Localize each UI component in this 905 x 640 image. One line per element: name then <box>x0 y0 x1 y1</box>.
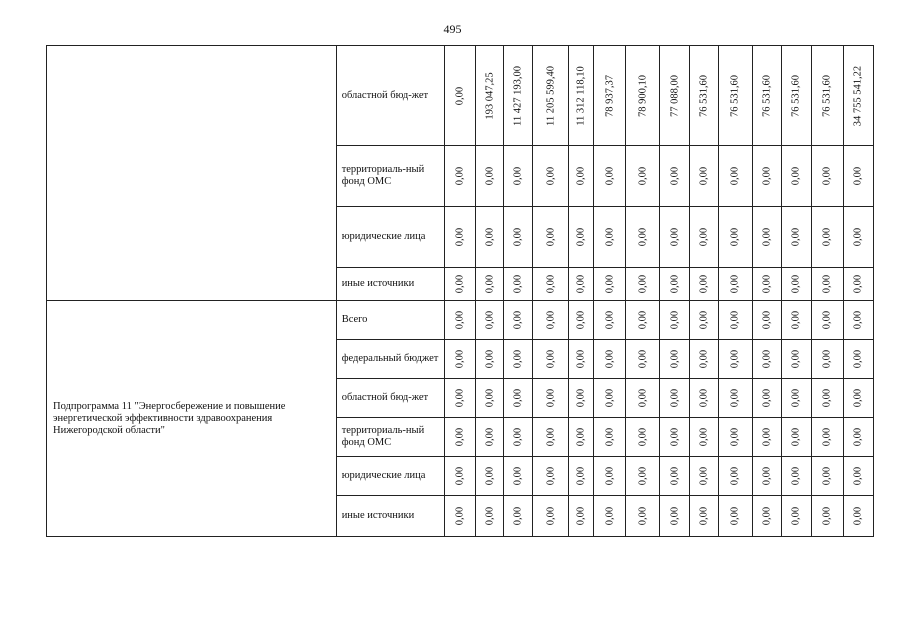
value-cell <box>476 457 504 496</box>
value-text: 0,00 <box>852 388 864 408</box>
value-text: 0,00 <box>761 166 773 186</box>
value-text: 77 088,00 <box>669 74 681 117</box>
value-cell <box>690 146 718 207</box>
value-cell <box>626 46 660 146</box>
value-cell <box>843 268 873 301</box>
value-cell <box>594 301 626 340</box>
value-cell <box>626 496 660 537</box>
value-cell <box>811 268 843 301</box>
value-text: 0,00 <box>698 388 710 408</box>
value-cell <box>752 379 781 418</box>
value-cell <box>476 496 504 537</box>
value-text: 0,00 <box>604 166 616 186</box>
value-cell <box>626 207 660 268</box>
value-cell <box>569 46 594 146</box>
value-text: 0,00 <box>484 388 496 408</box>
value-cell <box>690 340 718 379</box>
value-text: 0,00 <box>821 427 833 447</box>
value-text: 0,00 <box>512 349 524 369</box>
value-cell <box>504 301 533 340</box>
value-text: 0,00 <box>604 310 616 330</box>
value-cell <box>690 301 718 340</box>
value-cell <box>781 340 811 379</box>
value-cell <box>660 46 690 146</box>
value-text: 0,00 <box>790 274 802 294</box>
value-text: 0,00 <box>790 310 802 330</box>
value-cell <box>504 457 533 496</box>
value-text: 0,00 <box>604 388 616 408</box>
value-cell <box>533 496 569 537</box>
value-text: 76 531,60 <box>729 74 741 117</box>
value-text: 0,00 <box>575 388 587 408</box>
value-text: 11 427 193,00 <box>512 65 524 126</box>
value-cell <box>533 301 569 340</box>
value-cell <box>811 340 843 379</box>
value-cell <box>569 496 594 537</box>
value-cell <box>690 207 718 268</box>
value-text: 0,00 <box>790 427 802 447</box>
value-text: 0,00 <box>790 388 802 408</box>
value-text: 0,00 <box>454 310 466 330</box>
value-text: 0,00 <box>454 466 466 486</box>
value-cell <box>504 340 533 379</box>
value-text: 0,00 <box>729 349 741 369</box>
value-cell <box>533 340 569 379</box>
value-text: 0,00 <box>575 274 587 294</box>
value-text: 0,00 <box>852 427 864 447</box>
value-text: 0,00 <box>637 427 649 447</box>
value-cell <box>444 146 475 207</box>
value-cell <box>781 457 811 496</box>
value-text: 0,00 <box>729 427 741 447</box>
value-cell <box>476 146 504 207</box>
value-text: 0,00 <box>454 86 466 105</box>
value-cell <box>504 496 533 537</box>
value-cell <box>843 418 873 457</box>
value-cell <box>533 207 569 268</box>
value-text: 0,00 <box>821 166 833 186</box>
value-text: 0,00 <box>604 227 616 247</box>
value-text: 0,00 <box>484 427 496 447</box>
value-cell <box>811 146 843 207</box>
value-text: 193 047,25 <box>484 71 496 120</box>
value-cell <box>781 207 811 268</box>
value-text: 0,00 <box>790 466 802 486</box>
value-cell <box>781 46 811 146</box>
program-cell-empty <box>47 46 337 301</box>
value-text: 0,00 <box>545 427 557 447</box>
value-cell <box>660 268 690 301</box>
value-cell <box>843 207 873 268</box>
value-text: 0,00 <box>604 427 616 447</box>
value-cell <box>594 268 626 301</box>
value-text: 0,00 <box>545 506 557 526</box>
funding-source-cell: Всего <box>336 301 444 340</box>
value-cell <box>569 418 594 457</box>
value-text: 0,00 <box>729 310 741 330</box>
value-cell <box>752 146 781 207</box>
value-cell <box>690 457 718 496</box>
value-cell <box>690 268 718 301</box>
value-text: 0,00 <box>698 274 710 294</box>
value-text: 0,00 <box>852 466 864 486</box>
value-text: 0,00 <box>698 427 710 447</box>
value-cell <box>626 340 660 379</box>
value-text: 0,00 <box>604 506 616 526</box>
value-text: 0,00 <box>698 227 710 247</box>
value-text: 0,00 <box>637 227 649 247</box>
table-body <box>47 46 874 537</box>
value-cell <box>569 457 594 496</box>
value-cell <box>752 418 781 457</box>
value-cell <box>660 340 690 379</box>
value-cell <box>752 301 781 340</box>
value-text: 0,00 <box>545 349 557 369</box>
value-text: 0,00 <box>761 274 773 294</box>
value-text: 0,00 <box>790 166 802 186</box>
value-text: 0,00 <box>669 310 681 330</box>
value-text: 0,00 <box>761 466 773 486</box>
table-row <box>47 46 874 146</box>
value-cell <box>594 457 626 496</box>
value-cell <box>690 379 718 418</box>
value-text: 76 531,60 <box>698 74 710 117</box>
value-cell <box>843 146 873 207</box>
value-cell <box>476 418 504 457</box>
value-cell <box>811 457 843 496</box>
value-cell <box>444 207 475 268</box>
value-text: 0,00 <box>545 388 557 408</box>
value-text: 0,00 <box>669 166 681 186</box>
value-cell <box>781 301 811 340</box>
value-cell <box>476 46 504 146</box>
value-text: 76 531,60 <box>821 74 833 117</box>
value-cell <box>626 379 660 418</box>
value-text: 11 205 599,40 <box>545 65 557 126</box>
funding-source-cell: юридические лица <box>336 457 444 496</box>
value-text: 0,00 <box>484 349 496 369</box>
value-text: 0,00 <box>761 227 773 247</box>
value-text: 0,00 <box>669 227 681 247</box>
value-text: 0,00 <box>454 506 466 526</box>
value-text: 0,00 <box>729 227 741 247</box>
value-cell <box>533 268 569 301</box>
value-cell <box>533 46 569 146</box>
value-text: 0,00 <box>669 349 681 369</box>
value-cell <box>504 207 533 268</box>
value-text: 0,00 <box>761 388 773 408</box>
value-text: 0,00 <box>852 506 864 526</box>
value-cell <box>444 379 475 418</box>
value-cell <box>444 268 475 301</box>
value-cell <box>843 301 873 340</box>
value-cell <box>533 418 569 457</box>
value-cell <box>533 457 569 496</box>
value-cell <box>781 418 811 457</box>
value-cell <box>504 46 533 146</box>
value-text: 0,00 <box>575 310 587 330</box>
value-text: 0,00 <box>575 427 587 447</box>
value-cell <box>660 379 690 418</box>
value-cell <box>533 146 569 207</box>
value-text: 0,00 <box>669 388 681 408</box>
value-text: 0,00 <box>729 388 741 408</box>
value-cell <box>594 379 626 418</box>
value-cell <box>718 379 752 418</box>
value-text: 0,00 <box>729 166 741 186</box>
value-cell <box>660 146 690 207</box>
value-cell <box>752 46 781 146</box>
value-text: 0,00 <box>729 466 741 486</box>
value-text: 0,00 <box>484 227 496 247</box>
value-cell <box>626 301 660 340</box>
value-cell <box>752 268 781 301</box>
value-cell <box>444 340 475 379</box>
value-text: 0,00 <box>512 227 524 247</box>
value-text: 0,00 <box>821 466 833 486</box>
value-cell <box>718 46 752 146</box>
funding-source-cell: областной бюд-жет <box>336 46 444 146</box>
value-text: 0,00 <box>545 166 557 186</box>
value-text: 0,00 <box>698 166 710 186</box>
value-text: 0,00 <box>575 166 587 186</box>
value-text: 34 755 541,22 <box>852 65 864 126</box>
value-cell <box>569 146 594 207</box>
value-text: 11 312 118,10 <box>575 65 587 126</box>
value-text: 0,00 <box>637 349 649 369</box>
value-cell <box>811 418 843 457</box>
value-text: 0,00 <box>575 466 587 486</box>
page-number: 495 <box>443 22 462 36</box>
funding-source-cell: федеральный бюджет <box>336 340 444 379</box>
value-cell <box>569 340 594 379</box>
value-text: 0,00 <box>852 310 864 330</box>
value-text: 0,00 <box>852 166 864 186</box>
value-cell <box>444 301 475 340</box>
value-text: 0,00 <box>454 166 466 186</box>
value-cell <box>476 301 504 340</box>
value-text: 0,00 <box>484 166 496 186</box>
value-cell <box>718 457 752 496</box>
value-cell <box>504 379 533 418</box>
value-cell <box>811 46 843 146</box>
value-cell <box>843 46 873 146</box>
value-text: 0,00 <box>852 274 864 294</box>
value-text: 0,00 <box>852 227 864 247</box>
value-text: 0,00 <box>669 506 681 526</box>
budget-table <box>46 45 874 537</box>
value-cell <box>569 301 594 340</box>
value-cell <box>594 46 626 146</box>
value-cell <box>718 301 752 340</box>
value-cell <box>594 146 626 207</box>
value-cell <box>626 268 660 301</box>
value-cell <box>569 207 594 268</box>
value-text: 0,00 <box>512 310 524 330</box>
value-text: 0,00 <box>484 274 496 294</box>
value-cell <box>718 146 752 207</box>
value-text: 0,00 <box>761 310 773 330</box>
value-cell <box>476 340 504 379</box>
funding-source-cell: территориаль-ный фонд ОМС <box>336 146 444 207</box>
value-cell <box>781 146 811 207</box>
value-text: 0,00 <box>790 227 802 247</box>
value-text: 0,00 <box>545 310 557 330</box>
value-cell <box>594 340 626 379</box>
value-cell <box>811 496 843 537</box>
value-text: 0,00 <box>669 466 681 486</box>
value-cell <box>569 268 594 301</box>
funding-source-cell: юридические лица <box>336 207 444 268</box>
value-cell <box>504 418 533 457</box>
value-cell <box>718 268 752 301</box>
value-text: 0,00 <box>821 274 833 294</box>
value-text: 0,00 <box>512 388 524 408</box>
program-title-cell: Подпрограмма 11 "Энергосбережение и повышение энергетической эффективности здравоохранения Нижегородской области" <box>47 301 337 537</box>
funding-source-cell: иные источники <box>336 496 444 537</box>
value-text: 0,00 <box>637 274 649 294</box>
value-text: 0,00 <box>512 274 524 294</box>
value-text: 0,00 <box>637 310 649 330</box>
value-text: 0,00 <box>454 427 466 447</box>
value-cell <box>594 207 626 268</box>
value-text: 0,00 <box>575 227 587 247</box>
value-cell <box>569 379 594 418</box>
value-cell <box>660 496 690 537</box>
value-cell <box>752 496 781 537</box>
value-cell <box>752 207 781 268</box>
value-cell <box>626 457 660 496</box>
value-cell <box>718 340 752 379</box>
value-cell <box>504 268 533 301</box>
value-text: 0,00 <box>821 506 833 526</box>
value-text: 76 531,60 <box>761 74 773 117</box>
value-text: 0,00 <box>512 166 524 186</box>
value-text: 0,00 <box>761 506 773 526</box>
value-text: 0,00 <box>790 506 802 526</box>
value-text: 0,00 <box>698 466 710 486</box>
value-text: 0,00 <box>575 349 587 369</box>
value-cell <box>752 340 781 379</box>
value-text: 0,00 <box>852 349 864 369</box>
value-cell <box>718 496 752 537</box>
value-text: 0,00 <box>669 274 681 294</box>
value-text: 0,00 <box>454 274 466 294</box>
value-text: 0,00 <box>454 349 466 369</box>
value-text: 0,00 <box>637 388 649 408</box>
value-text: 0,00 <box>698 349 710 369</box>
value-text: 0,00 <box>761 427 773 447</box>
value-cell <box>690 496 718 537</box>
value-cell <box>690 418 718 457</box>
value-cell <box>718 207 752 268</box>
value-cell <box>811 207 843 268</box>
value-text: 0,00 <box>575 506 587 526</box>
value-text: 0,00 <box>484 506 496 526</box>
value-text: 0,00 <box>729 506 741 526</box>
value-text: 0,00 <box>604 466 616 486</box>
value-text: 0,00 <box>484 310 496 330</box>
value-cell <box>504 146 533 207</box>
value-text: 0,00 <box>637 506 649 526</box>
value-text: 0,00 <box>698 506 710 526</box>
value-cell <box>811 301 843 340</box>
value-text: 0,00 <box>821 388 833 408</box>
value-cell <box>660 457 690 496</box>
value-text: 0,00 <box>821 310 833 330</box>
value-text: 0,00 <box>761 349 773 369</box>
value-cell <box>476 379 504 418</box>
value-cell <box>594 418 626 457</box>
value-text: 0,00 <box>637 166 649 186</box>
value-text: 0,00 <box>729 274 741 294</box>
value-text: 0,00 <box>454 227 466 247</box>
value-cell <box>444 418 475 457</box>
value-cell <box>843 496 873 537</box>
value-text: 78 900,10 <box>637 74 649 117</box>
value-text: 0,00 <box>545 274 557 294</box>
value-cell <box>626 418 660 457</box>
value-cell <box>444 46 475 146</box>
value-cell <box>781 268 811 301</box>
value-cell <box>660 301 690 340</box>
funding-source-cell: иные источники <box>336 268 444 301</box>
value-cell <box>843 457 873 496</box>
value-cell <box>660 418 690 457</box>
value-cell <box>781 379 811 418</box>
value-cell <box>444 496 475 537</box>
value-cell <box>533 379 569 418</box>
value-text: 0,00 <box>604 349 616 369</box>
table-row <box>47 301 874 340</box>
value-cell <box>660 207 690 268</box>
value-text: 0,00 <box>512 466 524 486</box>
value-text: 0,00 <box>637 466 649 486</box>
value-cell <box>444 457 475 496</box>
value-text: 0,00 <box>454 388 466 408</box>
value-cell <box>752 457 781 496</box>
value-text: 0,00 <box>604 274 616 294</box>
value-cell <box>718 418 752 457</box>
value-cell <box>594 496 626 537</box>
funding-source-cell: областной бюд-жет <box>336 379 444 418</box>
value-text: 0,00 <box>512 427 524 447</box>
value-cell <box>476 207 504 268</box>
value-text: 0,00 <box>545 466 557 486</box>
value-text: 76 531,60 <box>790 74 802 117</box>
value-cell <box>690 46 718 146</box>
value-text: 0,00 <box>484 466 496 486</box>
value-text: 0,00 <box>698 310 710 330</box>
value-cell <box>781 496 811 537</box>
value-text: 0,00 <box>821 349 833 369</box>
value-text: 0,00 <box>821 227 833 247</box>
value-cell <box>626 146 660 207</box>
value-text: 0,00 <box>669 427 681 447</box>
funding-source-cell: территориаль-ный фонд ОМС <box>336 418 444 457</box>
value-cell <box>811 379 843 418</box>
value-text: 0,00 <box>512 506 524 526</box>
value-cell <box>476 268 504 301</box>
value-text: 0,00 <box>545 227 557 247</box>
value-cell <box>843 340 873 379</box>
value-text: 78 937,37 <box>604 74 616 117</box>
value-cell <box>843 379 873 418</box>
value-text: 0,00 <box>790 349 802 369</box>
